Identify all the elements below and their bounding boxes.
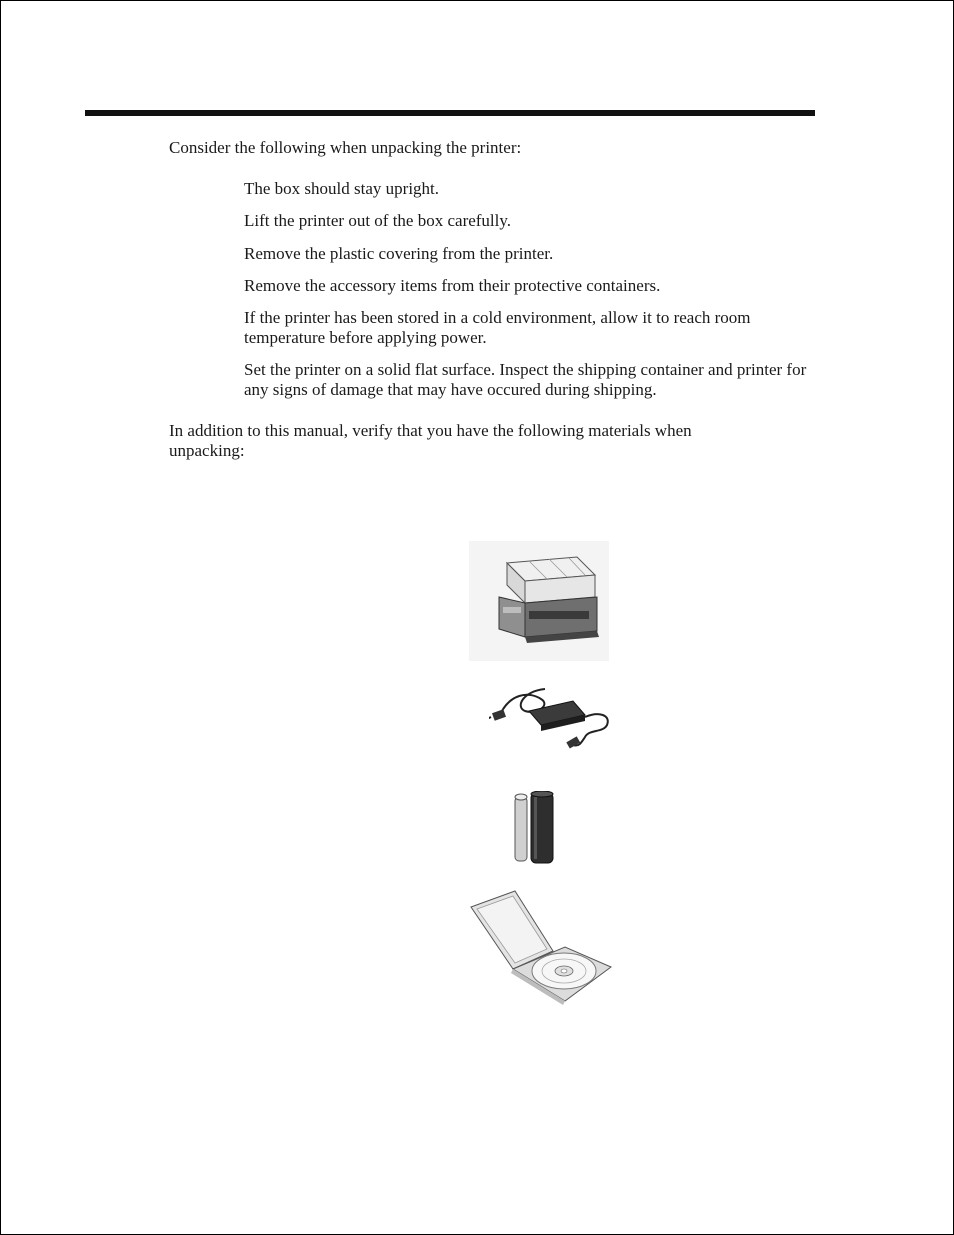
step-item: If the printer has been stored in a cold environment, allow it to reach room temperature before applying power. (244, 308, 751, 347)
step-item: Set the printer on a solid flat surface. Inspect the shipping container and printer for any signs of damage that may have occured during shipping. (244, 360, 807, 399)
intro-paragraph: Consider the following when unpacking the printer: (169, 138, 522, 157)
step-item: The box should stay upright. (244, 179, 440, 198)
power-adapter-illustration (489, 681, 615, 755)
step-item: Remove the accessory items from their protective containers. (244, 276, 661, 295)
printer-illustration (469, 541, 609, 661)
materials-paragraph: In addition to this manual, verify that you have the following materials when unpacking: (169, 421, 692, 460)
ribbon-roll-illustration (509, 791, 559, 867)
step-item: Remove the plastic covering from the printer. (244, 244, 554, 263)
header-rule (85, 110, 815, 116)
cd-case-illustration (465, 887, 613, 1007)
step-item: Lift the printer out of the box carefully. (244, 211, 512, 230)
unpacking-steps-list (244, 179, 814, 400)
